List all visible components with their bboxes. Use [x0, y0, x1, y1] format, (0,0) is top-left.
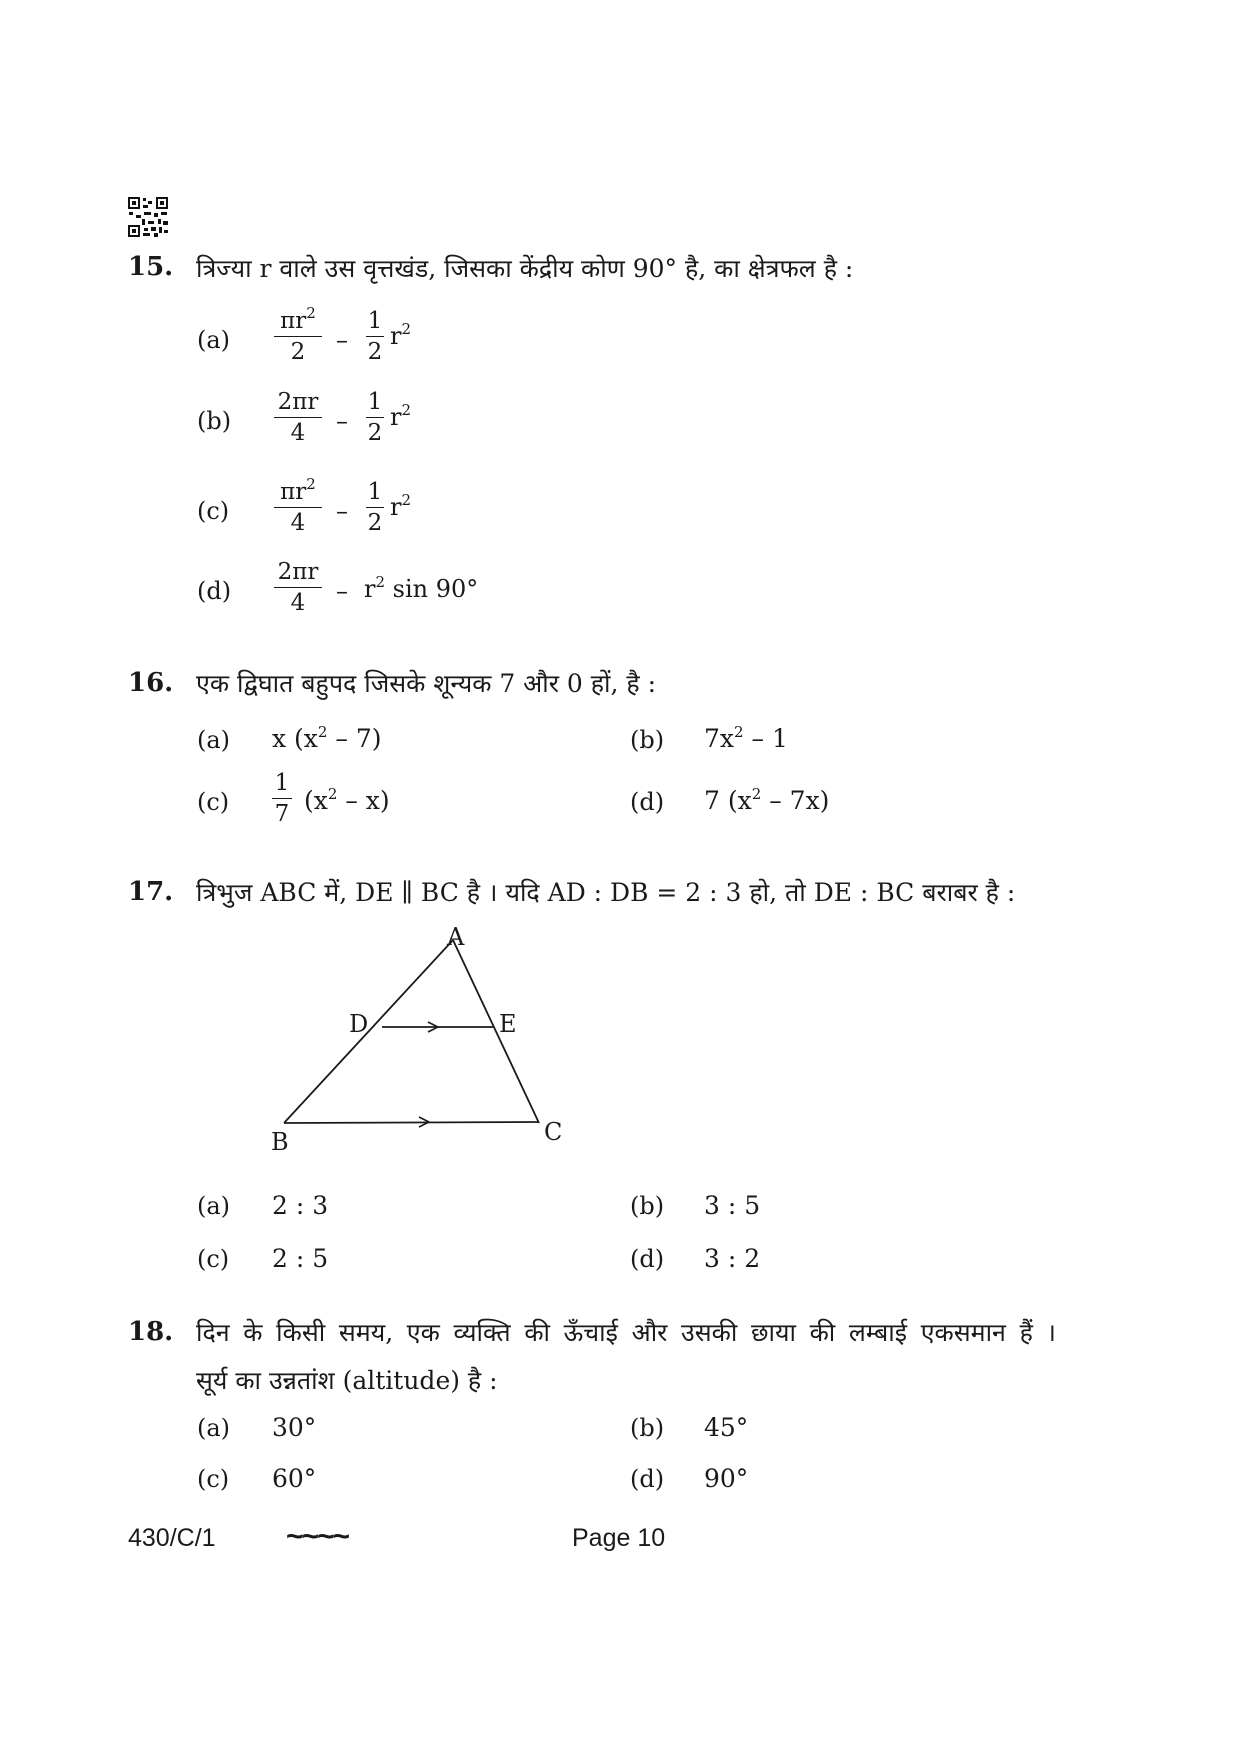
q18-option-d-label: (d) [630, 1465, 665, 1493]
qr-code-icon [128, 197, 168, 237]
q16-option-d-label: (d) [630, 788, 665, 816]
question-16-text: एक द्विघात बहुपद जिसके शून्यक 7 और 0 हों, है : [196, 669, 657, 698]
q18-option-b-value: 45° [704, 1413, 749, 1442]
q15-option-b-fraction: 2πr 4 [274, 387, 322, 448]
q15-option-c-fraction: $\pi r^2$ 4 [274, 477, 322, 538]
q16-option-a-value: x $(x^2 - 7)$ [272, 723, 382, 753]
question-17-text: त्रिभुज ABC में, DE ∥ BC है । यदि AD : DB = 2 : 3 हो, तो DE : BC बराबर है : [196, 878, 1016, 907]
q16-option-c-value: $(x^2 - x)$ [304, 785, 390, 815]
question-18-text-line-1: दिन के किसी समय, एक व्यक्ति की ऊँचाई और उसकी छाया की लम्बाई एकसमान हैं । [196, 1318, 1056, 1347]
q15-option-a-r-squared: $r^2$ [390, 320, 412, 350]
q18-option-a-value: 30° [272, 1413, 317, 1442]
vertex-label-a: A [447, 923, 465, 951]
q17-option-d-value: 3 : 2 [704, 1244, 761, 1273]
q15-option-d-minus: – [336, 577, 348, 605]
vertex-label-b: B [271, 1128, 289, 1156]
q17-option-c-value: 2 : 5 [272, 1244, 329, 1273]
q17-option-b-label: (b) [630, 1192, 665, 1220]
point-label-e: E [499, 1010, 517, 1038]
side-bc [284, 1122, 539, 1123]
q16-option-b-value: $7x^2 - 1$ [704, 723, 788, 753]
q15-option-c-r-squared: $r^2$ [390, 491, 412, 521]
triangle-abc-figure [280, 940, 540, 1140]
q16-option-d-value: 7 $(x^2 - 7x)$ [704, 785, 830, 815]
q15-option-b-label: (b) [197, 407, 232, 435]
q15-option-b-half: 1 2 [367, 389, 383, 446]
q15-option-b-r-squared: $r^2$ [390, 401, 412, 431]
q15-option-a-minus: – [336, 326, 348, 354]
question-16-number: 16. [128, 668, 174, 698]
question-15-text: त्रिज्या r वाले उस वृत्तखंड, जिसका केंद्रीय कोण 90° है, का क्षेत्रफल है : [196, 254, 854, 283]
q15-option-d-fraction: 2πr 4 [274, 557, 322, 618]
q16-option-b-label: (b) [630, 726, 665, 754]
q15-option-a-label: (a) [197, 326, 231, 354]
wave-mark: ~~~~ [286, 1520, 349, 1553]
q17-option-a-value: 2 : 3 [272, 1191, 329, 1220]
q16-option-c-label: (c) [197, 788, 230, 816]
q18-option-b-label: (b) [630, 1414, 665, 1442]
q18-option-c-label: (c) [197, 1465, 230, 1493]
paper-code: 430/C/1 [128, 1524, 216, 1552]
side-ac [453, 940, 539, 1123]
question-18-number: 18. [128, 1317, 174, 1347]
page-number: Page 10 [572, 1524, 666, 1552]
q18-option-c-value: 60° [272, 1464, 317, 1493]
question-18-text-line-2: सूर्य का उन्नतांश (altitude) है : [196, 1366, 498, 1395]
q18-option-a-label: (a) [197, 1414, 231, 1442]
q15-option-d-r-squared-sin: $r^2$ sin 90° [364, 573, 479, 603]
q15-option-d-label: (d) [197, 577, 232, 605]
q15-option-a-fraction: $\pi r^2$ 2 [274, 306, 322, 367]
q17-option-c-label: (c) [197, 1245, 230, 1273]
question-15-number: 15. [128, 252, 174, 282]
q17-option-a-label: (a) [197, 1192, 231, 1220]
q16-option-c-fraction: 1 7 [272, 768, 292, 829]
q15-option-c-minus: – [336, 497, 348, 525]
vertex-label-c: C [544, 1118, 563, 1146]
q15-option-c-half: 1 2 [367, 479, 383, 536]
q18-option-d-value: 90° [704, 1464, 749, 1493]
q17-option-b-value: 3 : 5 [704, 1191, 761, 1220]
point-label-d: D [349, 1010, 369, 1038]
question-17-number: 17. [128, 877, 174, 907]
q15-option-c-label: (c) [197, 497, 230, 525]
q17-option-d-label: (d) [630, 1245, 665, 1273]
q16-option-a-label: (a) [197, 726, 231, 754]
side-ab [284, 940, 453, 1123]
q15-option-b-minus: – [336, 407, 348, 435]
q15-option-a-half: 1 2 [367, 308, 383, 365]
